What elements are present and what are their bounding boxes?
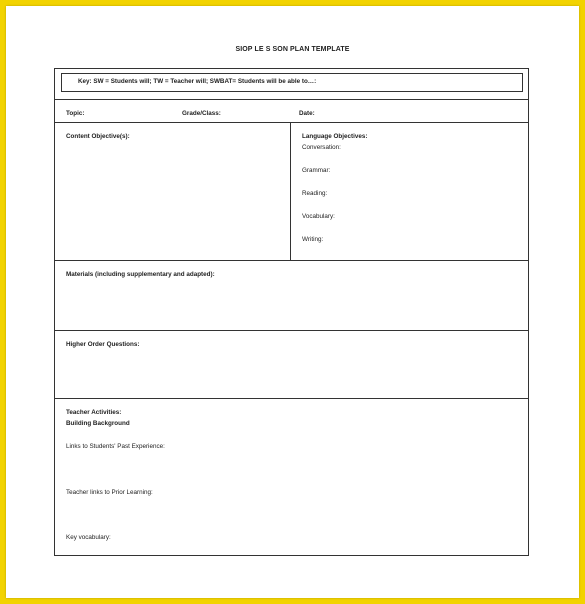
language-objectives-label: Language Objectives:	[302, 133, 368, 140]
column-divider	[290, 122, 291, 260]
conversation-label: Conversation:	[302, 144, 341, 151]
materials-label: Materials (including supplementary and adapted):	[66, 271, 215, 278]
lesson-plan-table	[54, 68, 529, 556]
document-page	[6, 6, 579, 598]
divider-line	[55, 99, 528, 100]
document-title: SIOP LE S SON PLAN TEMPLATE	[235, 46, 350, 53]
higher-order-label: Higher Order Questions:	[66, 341, 140, 348]
writing-label: Writing:	[302, 236, 324, 243]
teacher-activities-label: Teacher Activities:	[66, 409, 122, 416]
content-objectives-label: Content Objective(s):	[66, 133, 130, 140]
links-students-label: Links to Students' Past Experience:	[66, 443, 165, 450]
key-text: Key: SW = Students will; TW = Teacher will; SWBAT= Students will be able to…:	[78, 78, 317, 85]
key-box	[61, 73, 523, 92]
divider-line	[55, 122, 528, 123]
grade-label: Grade/Class:	[182, 110, 221, 117]
divider-line	[55, 260, 528, 261]
building-background-label: Building Background	[66, 420, 130, 427]
topic-label: Topic:	[66, 110, 85, 117]
teacher-links-label: Teacher links to Prior Learning:	[66, 489, 153, 496]
reading-label: Reading:	[302, 190, 328, 197]
grammar-label: Grammar:	[302, 167, 331, 174]
vocabulary-label: Vocabulary:	[302, 213, 335, 220]
date-label: Date:	[299, 110, 315, 117]
divider-line	[55, 330, 528, 331]
key-vocabulary-label: Key vocabulary:	[66, 534, 111, 541]
divider-line	[55, 398, 528, 399]
